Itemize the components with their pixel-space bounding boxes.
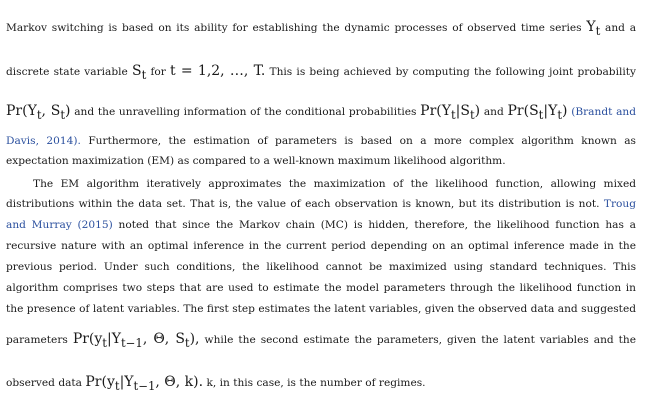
text-run: The EM algorithm iteratively approximates the maximization of the likelihood function, allowing mixed bbox=[33, 178, 636, 190]
text-run: for bbox=[150, 66, 166, 78]
text-run: Markov switching is based on its ability for establishing the dynamic processes of observed time series bbox=[6, 22, 582, 34]
text-line bbox=[6, 260, 636, 274]
text-run: discrete state variable bbox=[6, 66, 128, 78]
text-run: and bbox=[483, 106, 504, 118]
text-run: expectation maximization (EM) as compared to a well-known maximum likelihood algorithm. bbox=[6, 155, 506, 167]
text-run: k, in this case, is the number of regimes. bbox=[206, 377, 426, 389]
math-expression: $Pr(Y_t|S_t)$ bbox=[420, 103, 481, 122]
math-symbol: $S_t$ bbox=[132, 63, 147, 82]
text-line bbox=[6, 134, 636, 148]
text-run: recursive nature with an optimal inference in the current period depending on an optimal inference made in the bbox=[6, 240, 636, 252]
text-run: parameters bbox=[6, 334, 68, 346]
text-line bbox=[6, 302, 636, 316]
text-line bbox=[6, 20, 636, 38]
math-expression: $Pr(S_t|Y_t)$ bbox=[507, 103, 568, 122]
math-symbol: $Y_t$ bbox=[586, 19, 601, 38]
math-expression: $Pr(Y_t$, $S_t$) bbox=[6, 103, 71, 122]
math-expression: $Pr(y_t|Y_{t-1}$, Θ, $S_t$), bbox=[72, 331, 200, 350]
text-run: previous period. Under such conditions, the likelihood cannot be maximized using standard techniques. This bbox=[6, 261, 636, 273]
citation-link[interactable]: Davis, 2014). bbox=[6, 135, 81, 147]
citation-link[interactable]: and Murray (2015) bbox=[6, 219, 113, 231]
text-line bbox=[6, 177, 636, 191]
text-line bbox=[6, 218, 636, 232]
text-run: noted that since the Markov chain (MC) is hidden, therefore, the likelihood function has a bbox=[118, 219, 636, 231]
citation-link[interactable]: Troug bbox=[603, 198, 636, 210]
math-expression: t = 1,2, …, T. bbox=[170, 63, 266, 79]
text-run: the presence of latent variables. The first step estimates the latent variables, given the observed data and suggested bbox=[6, 303, 636, 315]
text-run: and a bbox=[605, 22, 637, 34]
text-line bbox=[6, 104, 636, 122]
text-line bbox=[6, 375, 636, 393]
text-run: distributions within the data set. That is, the value of each observation is known, but its distribution is not. bbox=[6, 198, 600, 210]
text-run: Furthermore, the estimation of parameters is based on a more complex algorithm known as bbox=[88, 135, 636, 147]
text-run: This is being achieved by computing the following joint probability bbox=[269, 66, 636, 78]
text-run: while the second estimate the parameters, given the latent variables and the bbox=[204, 334, 636, 346]
text-line bbox=[6, 239, 636, 253]
text-line bbox=[6, 281, 636, 295]
text-run: and the unravelling information of the conditional probabilities bbox=[74, 106, 417, 118]
text-run: algorithm comprises two steps that are used to estimate the model parameters through the likelihood function in bbox=[6, 282, 636, 294]
text-line bbox=[6, 154, 636, 168]
text-run: observed data bbox=[6, 377, 83, 389]
text-line bbox=[6, 197, 636, 211]
text-line bbox=[6, 64, 636, 82]
math-expression: $Pr(y_t|Y_{t-1}$, Θ, k). bbox=[85, 374, 204, 393]
text-line bbox=[6, 332, 636, 350]
citation-link[interactable]: (Brandt and bbox=[571, 106, 636, 118]
